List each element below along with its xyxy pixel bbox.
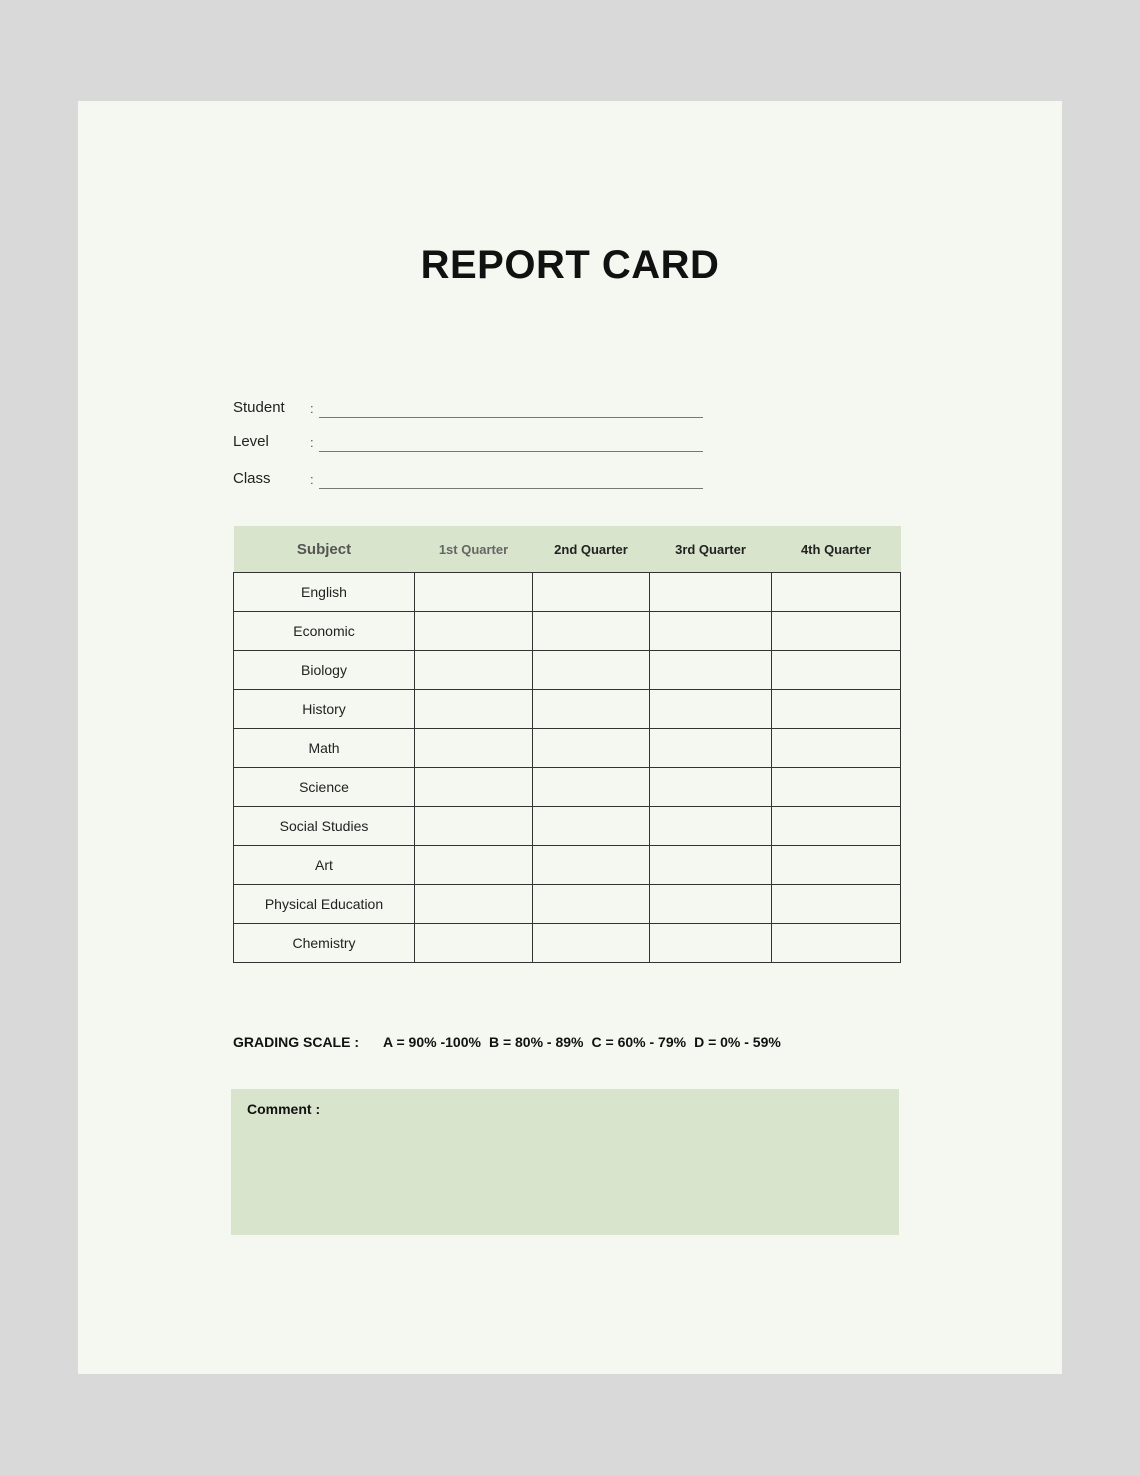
grade-cell-q3[interactable] xyxy=(650,924,772,963)
header-2nd-quarter: 2nd Quarter xyxy=(533,526,650,573)
grade-cell-q3[interactable] xyxy=(650,729,772,768)
grade-cell-q2[interactable] xyxy=(533,690,650,729)
grading-scale-label: GRADING SCALE : xyxy=(233,1034,359,1050)
grade-cell-q3[interactable] xyxy=(650,573,772,612)
table-row xyxy=(234,573,901,612)
header-3rd-quarter: 3rd Quarter xyxy=(650,526,772,573)
grade-cell-q4[interactable] xyxy=(772,768,901,807)
grade-cell-q1[interactable] xyxy=(415,690,533,729)
grade-cell-q2[interactable] xyxy=(533,612,650,651)
grade-cell-q2[interactable] xyxy=(533,807,650,846)
table-row xyxy=(234,690,901,729)
table-row xyxy=(234,807,901,846)
grade-cell-q2[interactable] xyxy=(533,729,650,768)
grade-cell-q3[interactable] xyxy=(650,612,772,651)
subject-cell: Economic xyxy=(234,612,415,651)
grades-table xyxy=(233,526,901,963)
report-card-page xyxy=(78,101,1062,1374)
grade-cell-q4[interactable] xyxy=(772,885,901,924)
grade-cell-q4[interactable] xyxy=(772,807,901,846)
subject-cell: History xyxy=(234,690,415,729)
grade-cell-q3[interactable] xyxy=(650,651,772,690)
comment-label: Comment : xyxy=(247,1101,321,1117)
table-row xyxy=(234,924,901,963)
grade-cell-q1[interactable] xyxy=(415,729,533,768)
page-title: REPORT CARD xyxy=(420,243,720,287)
grade-cell-q2[interactable] xyxy=(533,924,650,963)
table-row xyxy=(234,768,901,807)
grade-cell-q3[interactable] xyxy=(650,885,772,924)
grade-cell-q1[interactable] xyxy=(415,924,533,963)
grade-cell-q1[interactable] xyxy=(415,846,533,885)
class-label: Class xyxy=(233,470,271,487)
grade-cell-q3[interactable] xyxy=(650,846,772,885)
grade-range-a: A = 90% -100% xyxy=(383,1034,481,1050)
comment-box[interactable] xyxy=(231,1089,899,1235)
grade-cell-q1[interactable] xyxy=(415,573,533,612)
level-input-line[interactable] xyxy=(319,451,703,452)
grade-cell-q4[interactable] xyxy=(772,651,901,690)
field-separator: : xyxy=(310,435,314,450)
subject-cell: Science xyxy=(234,768,415,807)
grade-cell-q2[interactable] xyxy=(533,651,650,690)
grade-cell-q2[interactable] xyxy=(533,846,650,885)
table-row xyxy=(234,651,901,690)
grade-cell-q1[interactable] xyxy=(415,807,533,846)
field-separator: : xyxy=(310,472,314,487)
table-header-row xyxy=(234,526,901,573)
subject-cell: Art xyxy=(234,846,415,885)
subject-cell: Physical Education xyxy=(234,885,415,924)
grade-cell-q3[interactable] xyxy=(650,807,772,846)
level-label: Level xyxy=(233,433,269,450)
grade-range-c: C = 60% - 79% xyxy=(591,1034,687,1050)
grade-cell-q2[interactable] xyxy=(533,768,650,807)
class-input-line[interactable] xyxy=(319,488,703,489)
grade-cell-q2[interactable] xyxy=(533,885,650,924)
grade-cell-q4[interactable] xyxy=(772,573,901,612)
grade-cell-q4[interactable] xyxy=(772,612,901,651)
header-1st-quarter: 1st Quarter xyxy=(415,526,533,573)
table-row xyxy=(234,846,901,885)
field-separator: : xyxy=(310,401,314,416)
grade-range-d: D = 0% - 59% xyxy=(694,1034,781,1050)
grade-range-b: B = 80% - 89% xyxy=(488,1034,584,1050)
grade-cell-q4[interactable] xyxy=(772,729,901,768)
subject-cell: Chemistry xyxy=(234,924,415,963)
grade-cell-q4[interactable] xyxy=(772,690,901,729)
subject-cell: English xyxy=(234,573,415,612)
student-label: Student xyxy=(233,399,285,416)
grading-scale xyxy=(233,1034,789,1050)
table-row xyxy=(234,885,901,924)
grade-cell-q3[interactable] xyxy=(650,690,772,729)
subject-cell: Biology xyxy=(234,651,415,690)
header-4th-quarter: 4th Quarter xyxy=(772,526,901,573)
grade-cell-q3[interactable] xyxy=(650,768,772,807)
table-row xyxy=(234,729,901,768)
student-input-line[interactable] xyxy=(319,417,703,418)
grade-cell-q1[interactable] xyxy=(415,612,533,651)
header-subject: Subject xyxy=(234,526,415,573)
grade-cell-q1[interactable] xyxy=(415,885,533,924)
subject-cell: Math xyxy=(234,729,415,768)
grade-cell-q2[interactable] xyxy=(533,573,650,612)
grade-cell-q1[interactable] xyxy=(415,651,533,690)
grade-cell-q1[interactable] xyxy=(415,768,533,807)
grade-cell-q4[interactable] xyxy=(772,924,901,963)
grade-cell-q4[interactable] xyxy=(772,846,901,885)
subject-cell: Social Studies xyxy=(234,807,415,846)
table-row xyxy=(234,612,901,651)
